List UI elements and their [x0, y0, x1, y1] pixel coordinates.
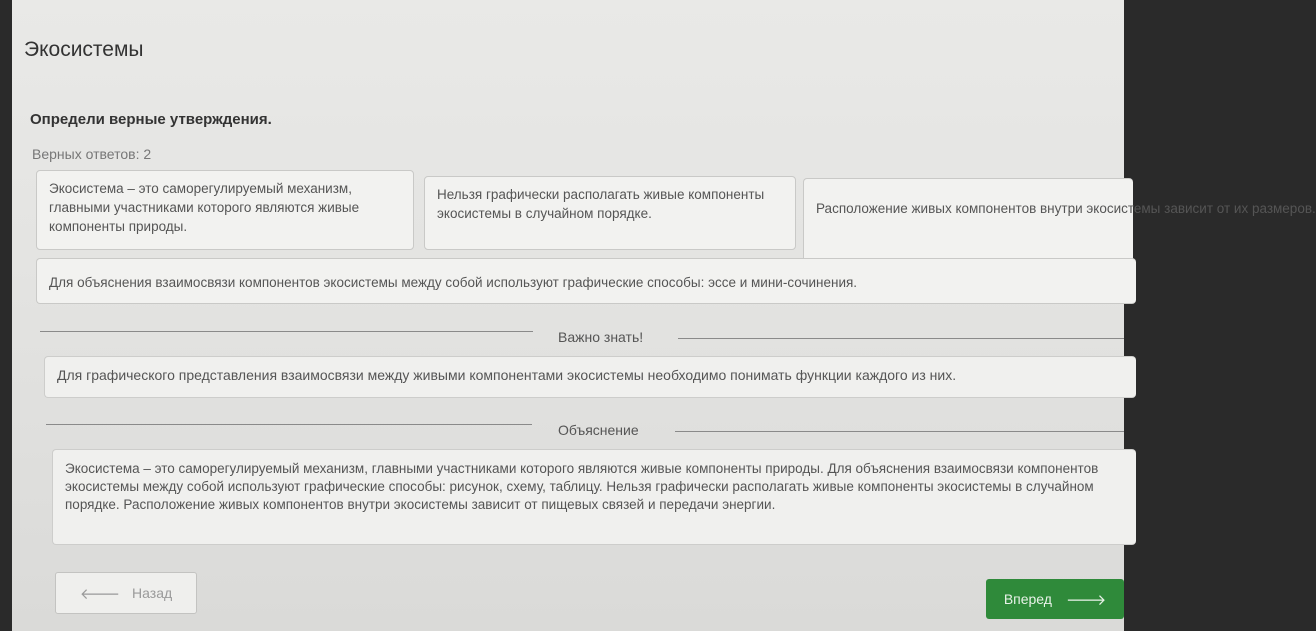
explanation-text: Экосистема – это саморегулируемый механизм, главными участниками которого являются живые компоненты природы. Для объяснения взаимосвязи компонентов экосистемы между собой используют графические способы: рисунок, схему, таблицу. Нельзя графически располагать живые компоненты экосистемы в случайном порядке. Расположение живых компонентов внутри экосистемы зависит от пищевых связей и передачи энергии. [52, 449, 1136, 545]
answer-option-4[interactable]: Для объяснения взаимосвязи компонентов экосистемы между собой используют графические способы: эссе и мини-сочинения. [36, 258, 1136, 304]
next-button[interactable] [986, 579, 1124, 619]
divider-line [46, 424, 532, 425]
next-button-label: Вперед [1003, 591, 1052, 607]
answer-option-1[interactable]: Экосистема – это саморегулируемый механизм, главными участниками которого являются живые компоненты природы. [36, 170, 414, 250]
answer-option-2[interactable]: Нельзя графически располагать живые компоненты экосистемы в случайном порядке. [424, 176, 796, 250]
lesson-screen [12, 0, 1316, 631]
divider-line [675, 431, 1124, 432]
back-button-label: Назад [132, 585, 173, 601]
important-note: Для графического представления взаимосвязи между живыми компонентами экосистемы необходимо понимать функции каждого из них. [44, 356, 1136, 398]
back-button[interactable] [55, 572, 197, 614]
explanation-label: Объяснение [558, 422, 639, 438]
arrow-left-icon: 🡐 [79, 585, 121, 603]
divider-line [40, 331, 533, 332]
divider-line [678, 338, 1124, 339]
arrow-right-icon: 🡒 [1065, 591, 1107, 609]
question-text: Определи верные утверждения. [30, 111, 272, 128]
answer-option-3[interactable]: Расположение живых компонентов внутри экосистемы зависит от их размеров. [803, 178, 1133, 262]
important-label: Важно знать! [558, 329, 644, 345]
lesson-title: Экосистемы [24, 38, 144, 61]
answer-count: Верных ответов: 2 [32, 146, 152, 162]
